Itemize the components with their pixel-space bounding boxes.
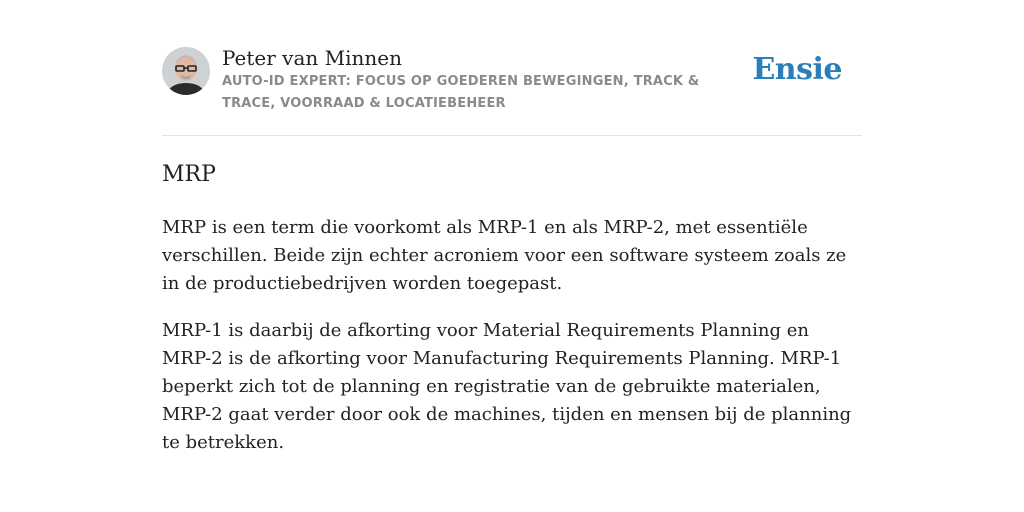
article-title: MRP: [162, 162, 216, 187]
ensie-logo[interactable]: Ensie: [752, 52, 842, 87]
article-paragraph-1: MRP is een term die voorkomt als MRP-1 en als MRP-2, met essentiële verschillen. Beide zijn echter acroniem voor een software systeem zoals ze in de productiebedrijven worden toegepast.: [162, 217, 847, 294]
author-info: [222, 45, 722, 115]
author-description: AUTO-ID EXPERT: FOCUS OP GOEDEREN BEWEGINGEN, TRACK & TRACE, VOORRAAD & LOCATIEBEHEER: [222, 74, 700, 111]
article-card: [162, 0, 862, 457]
author-avatar[interactable]: [162, 47, 210, 95]
author-name[interactable]: Peter van Minnen: [222, 46, 402, 70]
author-header: [162, 0, 862, 136]
article-paragraph-2: MRP-1 is daarbij de afkorting voor Material Requirements Planning en MRP-2 is de afkorting voor Manufacturing Requirements Planning. MRP-1 beperkt zich tot de planning en registratie van de gebruikte materialen, MRP-2 gaat verder door ook de machines, tijden en mensen bij de planning te betrekken.: [162, 320, 852, 453]
avatar-photo-icon: [162, 47, 210, 95]
